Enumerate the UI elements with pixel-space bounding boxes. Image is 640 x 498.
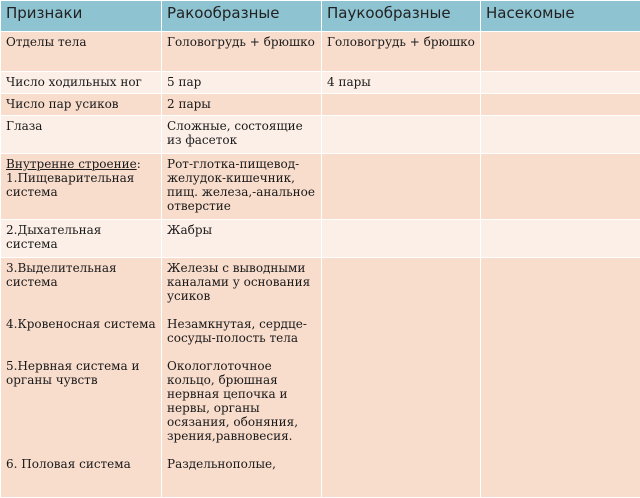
nervous-value: Окологлоточное кольцо, брюшная нервная цепочка и нервы, органы осязания, обоняния, зрения,равновесия. (167, 359, 316, 443)
circulatory-value: Незамкнутая, сердце-сосуды-полость тела (167, 317, 316, 345)
cell-arachnids: 4 пары (322, 72, 481, 94)
table-row (1, 32, 640, 72)
cell-insects (481, 32, 640, 72)
header-features: Признаки (1, 1, 162, 32)
cell-crustaceans: Головогрудь + брюшко (162, 32, 322, 72)
cell-insects (481, 220, 640, 258)
cell-arachnids (322, 154, 481, 220)
cell-insects (481, 94, 640, 116)
table-row (1, 94, 640, 116)
table-row (1, 258, 640, 498)
cell-arachnids (322, 258, 481, 498)
cell-insects (481, 258, 640, 498)
cell-crustaceans: Сложные, состоящие из фасеток (162, 116, 322, 154)
reproductive-value: Раздельнополые, (167, 457, 316, 471)
excretory-label: 3.Выделительная система (6, 261, 156, 289)
row-label: Число ходильных ног (1, 72, 162, 94)
row-label: Число пар усиков (1, 94, 162, 116)
header-crustaceans: Ракообразные (162, 1, 322, 32)
cell-crustaceans: 5 пар (162, 72, 322, 94)
table-row (1, 154, 640, 220)
table-row (1, 220, 640, 258)
header-arachnids: Паукообразные (322, 1, 481, 32)
cell-insects (481, 154, 640, 220)
circulatory-label: 4.Кровеносная система (6, 317, 156, 331)
cell-insects (481, 116, 640, 154)
row-label: 2.Дыхательная система (1, 220, 162, 258)
header-insects: Насекомые (481, 1, 640, 32)
cell-crustaceans: 2 пары (162, 94, 322, 116)
row-label: Внутренне строение: 1.Пищеварительная система (1, 154, 162, 220)
cell-crustaceans: Жабры (162, 220, 322, 258)
cell-crustaceans (162, 258, 322, 498)
cell-arachnids (322, 94, 481, 116)
excretory-value: Железы с выводными каналами у основания усиков (167, 261, 316, 303)
nervous-label: 5.Нервная система и органы чувств (6, 359, 156, 387)
cell-crustaceans: Рот-глотка-пищевод-желудок-кишечник, пищ. железа,-анальное отверстие (162, 154, 322, 220)
cell-arachnids (322, 220, 481, 258)
cell-arachnids: Головогрудь + брюшко (322, 32, 481, 72)
table-row (1, 116, 640, 154)
row-label: Отделы тела (1, 32, 162, 72)
reproductive-label: 6. Половая система (6, 457, 156, 471)
cell-insects (481, 72, 640, 94)
table-row (1, 72, 640, 94)
row-label: Глаза (1, 116, 162, 154)
internal-structure-heading: Внутренне строение (6, 157, 137, 171)
row-label (1, 258, 162, 498)
cell-arachnids (322, 116, 481, 154)
header-row (1, 1, 640, 32)
